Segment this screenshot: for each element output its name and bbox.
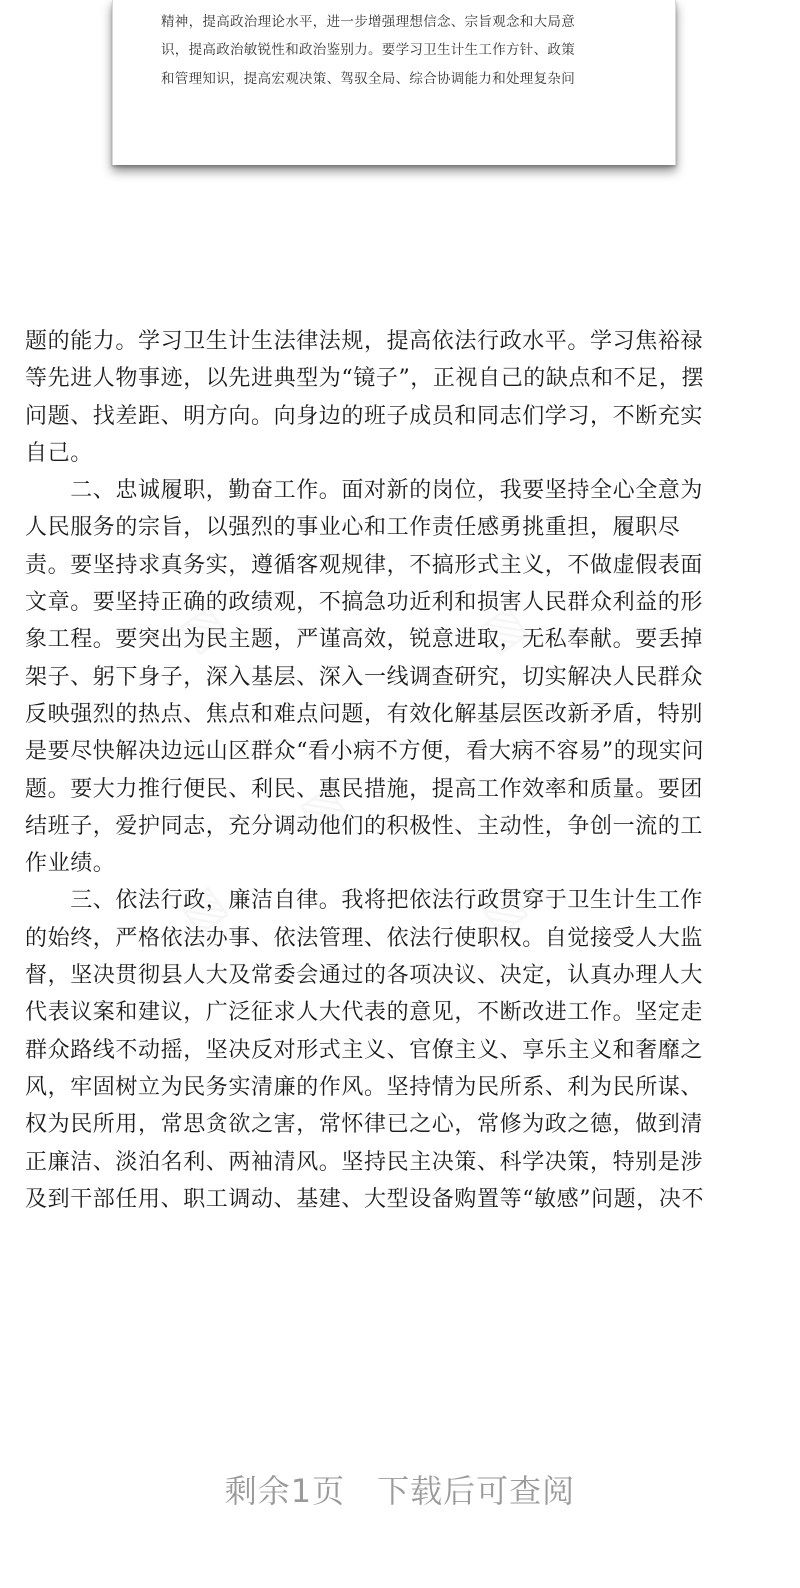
body-line: 人民服务的宗旨，以强烈的事业心和工作责任感勇挑重担，履职尽: [25, 515, 681, 541]
body-line: 风，牢固树立为民务实清廉的作风。坚持情为民所系、利为民所谋、: [25, 1074, 704, 1100]
body-line: 督，坚决贯彻县人大及常委会通过的各项决议、决定，认真办理人大: [25, 963, 704, 989]
body-line: 架子、躬下身子，深入基层、深入一线调查研究，切实解决人民群众: [25, 664, 704, 690]
body-line: 群众路线不动摇，坚决反对形式主义、官僚主义、享乐主义和奢靡之: [25, 1037, 704, 1063]
document-body: [25, 323, 770, 1479]
preview-line: 和管理知识，提高宏观决策、驾驭全局、综合协调能力和处理复杂问: [161, 71, 575, 87]
body-line: [25, 1293, 770, 1330]
body-line: 权为民所用，常思贪欲之害，常怀律已之心，常修为政之德，做到清: [25, 1112, 704, 1138]
body-line: 正廉洁、淡泊名利、两袖清风。坚持民主决策、科学决策，特别是涉: [25, 1149, 704, 1175]
body-line: 的始终，严格依法办事、依法管理、依法行使职权。自觉接受人大监: [25, 925, 704, 951]
body-line: 责。要坚持求真务实，遵循客观规律，不搞形式主义，不做虚假表面: [25, 552, 704, 578]
body-line: 代表议案和建议，广泛征求人大代表的意见，不断改进工作。坚定走: [25, 1000, 704, 1026]
body-line: 文章。要坚持正确的政绩观，不搞急功近利和损害人民群众利益的形: [25, 590, 704, 616]
remaining-pages-label: 剩余1页: [224, 1472, 346, 1510]
body-line: [25, 1405, 770, 1442]
download-prompt[interactable]: [0, 1466, 800, 1512]
preview-line: 精神，提高政治理论水平，进一步增强理想信念、宗旨观念和大局意: [161, 14, 575, 30]
preview-page-card: [112, 0, 676, 165]
body-line: 及到干部任用、职工调动、基建、大型设备购置等“敏感”问题，决不: [25, 1186, 705, 1212]
body-line: 象工程。要突出为民主题，严谨高效，锐意进取，无私奉献。要丢掉: [25, 627, 704, 653]
body-line: 等先进人物事迹，以先进典型为“镜子”，正视自己的缺点和不足，摆: [25, 366, 705, 392]
preview-line: 识，提高政治敏锐性和政治鉴别力。要学习卫生计生工作方针、政策: [161, 42, 575, 58]
body-line: 作业绩。: [25, 851, 116, 877]
download-to-view-label[interactable]: 下载后可查阅: [377, 1472, 576, 1510]
body-line: 题。要大力推行便民、利民、惠民措施，提高工作效率和质量。要团: [25, 776, 704, 802]
body-line: [25, 1367, 770, 1404]
body-line: 是要尽快解决边远山区群众“看小病不方便，看大病不容易”的现实问: [25, 739, 705, 765]
body-line: 三、依法行政，廉洁自律。我将把依法行政贯穿于卫生计生工作: [25, 888, 704, 914]
body-line: [25, 1330, 770, 1367]
body-line: [25, 1218, 770, 1255]
body-line: 问题、找差距、明方向。向身边的班子成员和同志们学习，不断充实: [25, 403, 704, 429]
body-line: 自己。: [25, 440, 93, 466]
body-line: 题的能力。学习卫生计生法律法规，提高依法行政水平。学习焦裕禄: [25, 329, 704, 354]
body-line: [25, 1255, 770, 1292]
body-line: 结班子，爱护同志，充分调动他们的积极性、主动性，争创一流的工: [25, 813, 704, 839]
body-line: 二、忠诚履职，勤奋工作。面对新的岗位，我要坚持全心全意为: [25, 478, 704, 504]
body-line: 反映强烈的热点、焦点和难点问题，有效化解基层医改新矛盾，特别: [25, 701, 704, 727]
